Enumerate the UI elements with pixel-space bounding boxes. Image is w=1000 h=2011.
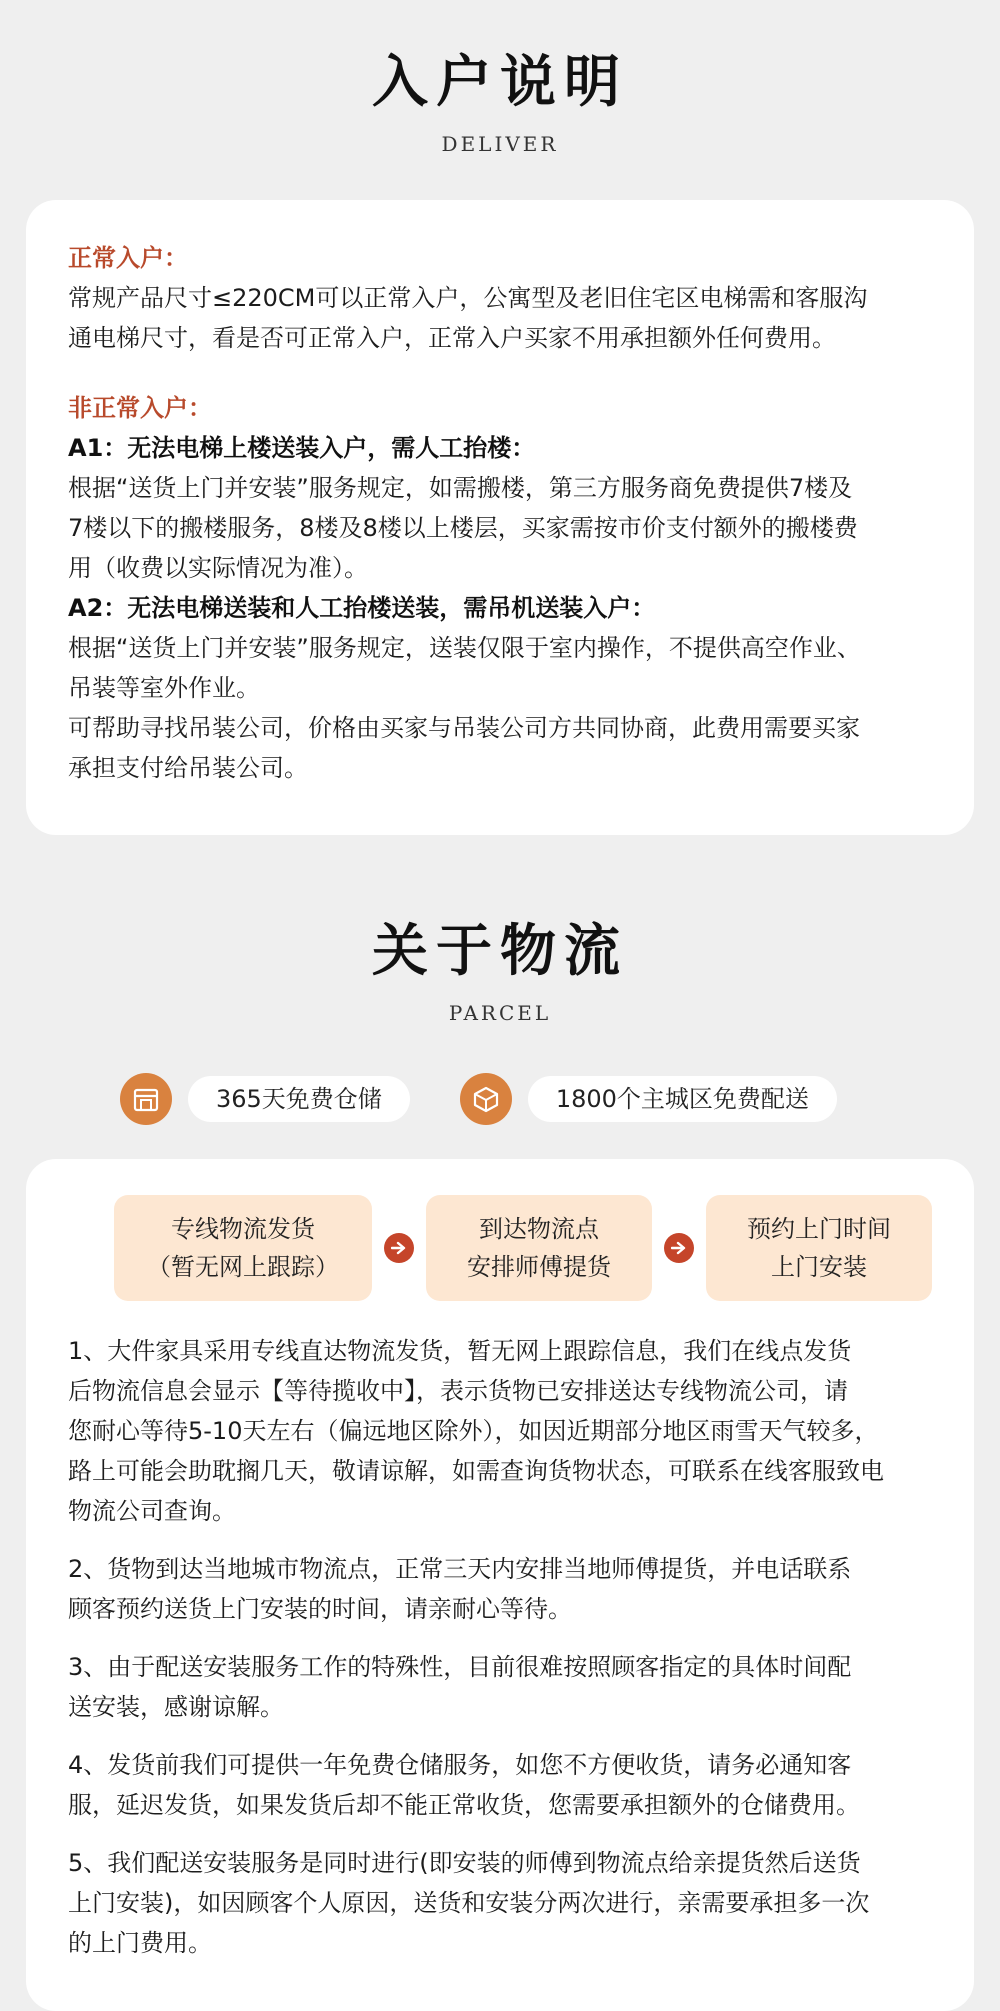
note-item [68, 1745, 934, 1825]
note-line: 您耐心等待5-10天左右（偏远地区除外），如因近期部分地区雨雪天气较多， [68, 1417, 879, 1445]
a1-heading: A1：无法电梯上楼送装入户，需人工抬楼： [68, 434, 536, 462]
note-line: 服，延迟发货，如果发货后却不能正常收货，您需要承担额外的仓储费用。 [68, 1791, 860, 1819]
flow-step-line: 预约上门时间 [747, 1215, 891, 1243]
normal-entry-line: 常规产品尺寸≤220CM可以正常入户，公寓型及老旧住宅区电梯需和客服沟 [68, 284, 868, 312]
logistics-subtitle: PARCEL [448, 1001, 552, 1025]
note-line: 路上可能会助耽搁几天，敬请谅解，如需查询货物状态，可联系在线客服致电 [68, 1457, 884, 1485]
note-line: 顾客预约送货上门安装的时间，请亲耐心等待。 [68, 1595, 572, 1623]
logistics-title: 关于物流 [372, 919, 628, 984]
a2-line: 可帮助寻找吊装公司，价格由买家与吊装公司方共同协商，此费用需要买家 [68, 714, 860, 742]
feature-label: 1800个主城区免费配送 [528, 1076, 837, 1122]
note-line: 上门安装)，如因顾客个人原因，送货和安装分两次进行，亲需要承担多一次 [68, 1889, 870, 1917]
feature-label: 365天免费仓储 [188, 1076, 410, 1122]
abnormal-entry-heading: 非正常入户： [68, 394, 212, 422]
normal-entry-line: 通电梯尺寸，看是否可正常入户，正常入户买家不用承担额外任何费用。 [68, 324, 836, 352]
a2-line: 根据“送货上门并安装”服务规定，送装仅限于室内操作，不提供高空作业、 [68, 634, 861, 662]
flow-step-arrive [426, 1195, 652, 1301]
flow-step-line: 专线物流发货 [171, 1215, 315, 1243]
a2-line: 吊装等室外作业。 [68, 674, 260, 702]
note-item [68, 1843, 934, 1963]
arrow-right-icon [664, 1233, 694, 1263]
note-line: 2、货物到达当地城市物流点，正常三天内安排当地师傅提货，并电话联系 [68, 1555, 852, 1583]
a2-heading: A2：无法电梯送装和人工抬楼送装，需吊机送装入户： [68, 594, 656, 622]
a1-line: 用（收费以实际情况为准）。 [68, 554, 368, 582]
logistics-flow [68, 1195, 934, 1301]
note-line: 1、大件家具采用专线直达物流发货，暂无网上跟踪信息，我们在线点发货 [68, 1337, 852, 1365]
flow-step-line: 安排师傅提货 [467, 1253, 611, 1281]
flow-step-line: 到达物流点 [479, 1215, 599, 1243]
logistics-notes [68, 1331, 934, 1963]
a2-line: 承担支付给吊装公司。 [68, 754, 308, 782]
a1-line: 根据“送货上门并安装”服务规定，如需搬楼，第三方服务商免费提供7楼及 [68, 474, 853, 502]
feature-free-delivery [460, 1073, 837, 1125]
package-icon [460, 1073, 512, 1125]
feature-free-storage [120, 1073, 410, 1125]
warehouse-icon [120, 1073, 172, 1125]
flow-step-line: （暂无网上跟踪） [147, 1253, 339, 1281]
note-line: 3、由于配送安装服务工作的特殊性，目前很难按照顾客指定的具体时间配 [68, 1653, 852, 1681]
flow-step-install [706, 1195, 932, 1301]
logistics-card [26, 1159, 974, 2011]
delivery-title: 入户说明 [372, 50, 628, 115]
normal-entry-heading: 正常入户： [68, 244, 188, 272]
note-item [68, 1549, 934, 1629]
note-line: 送安装，感谢谅解。 [68, 1693, 284, 1721]
note-line: 4、发货前我们可提供一年免费仓储服务，如您不方便收货，请务必通知客 [68, 1751, 852, 1779]
note-line: 的上门费用。 [68, 1929, 212, 1957]
note-item [68, 1647, 934, 1727]
delivery-subtitle: DELIVER [441, 132, 559, 156]
arrow-right-icon [384, 1233, 414, 1263]
note-line: 5、我们配送安装服务是同时进行(即安装的师傅到物流点给亲提货然后送货 [68, 1849, 861, 1877]
note-item [68, 1331, 934, 1531]
flow-step-ship [114, 1195, 372, 1301]
note-line: 物流公司查询。 [68, 1497, 236, 1525]
note-line: 后物流信息会显示【等待揽收中】，表示货物已安排送达专线物流公司，请 [68, 1377, 848, 1405]
flow-step-line: 上门安装 [771, 1253, 867, 1281]
feature-row [0, 1073, 1000, 1125]
delivery-card [26, 200, 974, 835]
a1-line: 7楼以下的搬楼服务，8楼及8楼以上楼层，买家需按市价支付额外的搬楼费 [68, 514, 858, 542]
